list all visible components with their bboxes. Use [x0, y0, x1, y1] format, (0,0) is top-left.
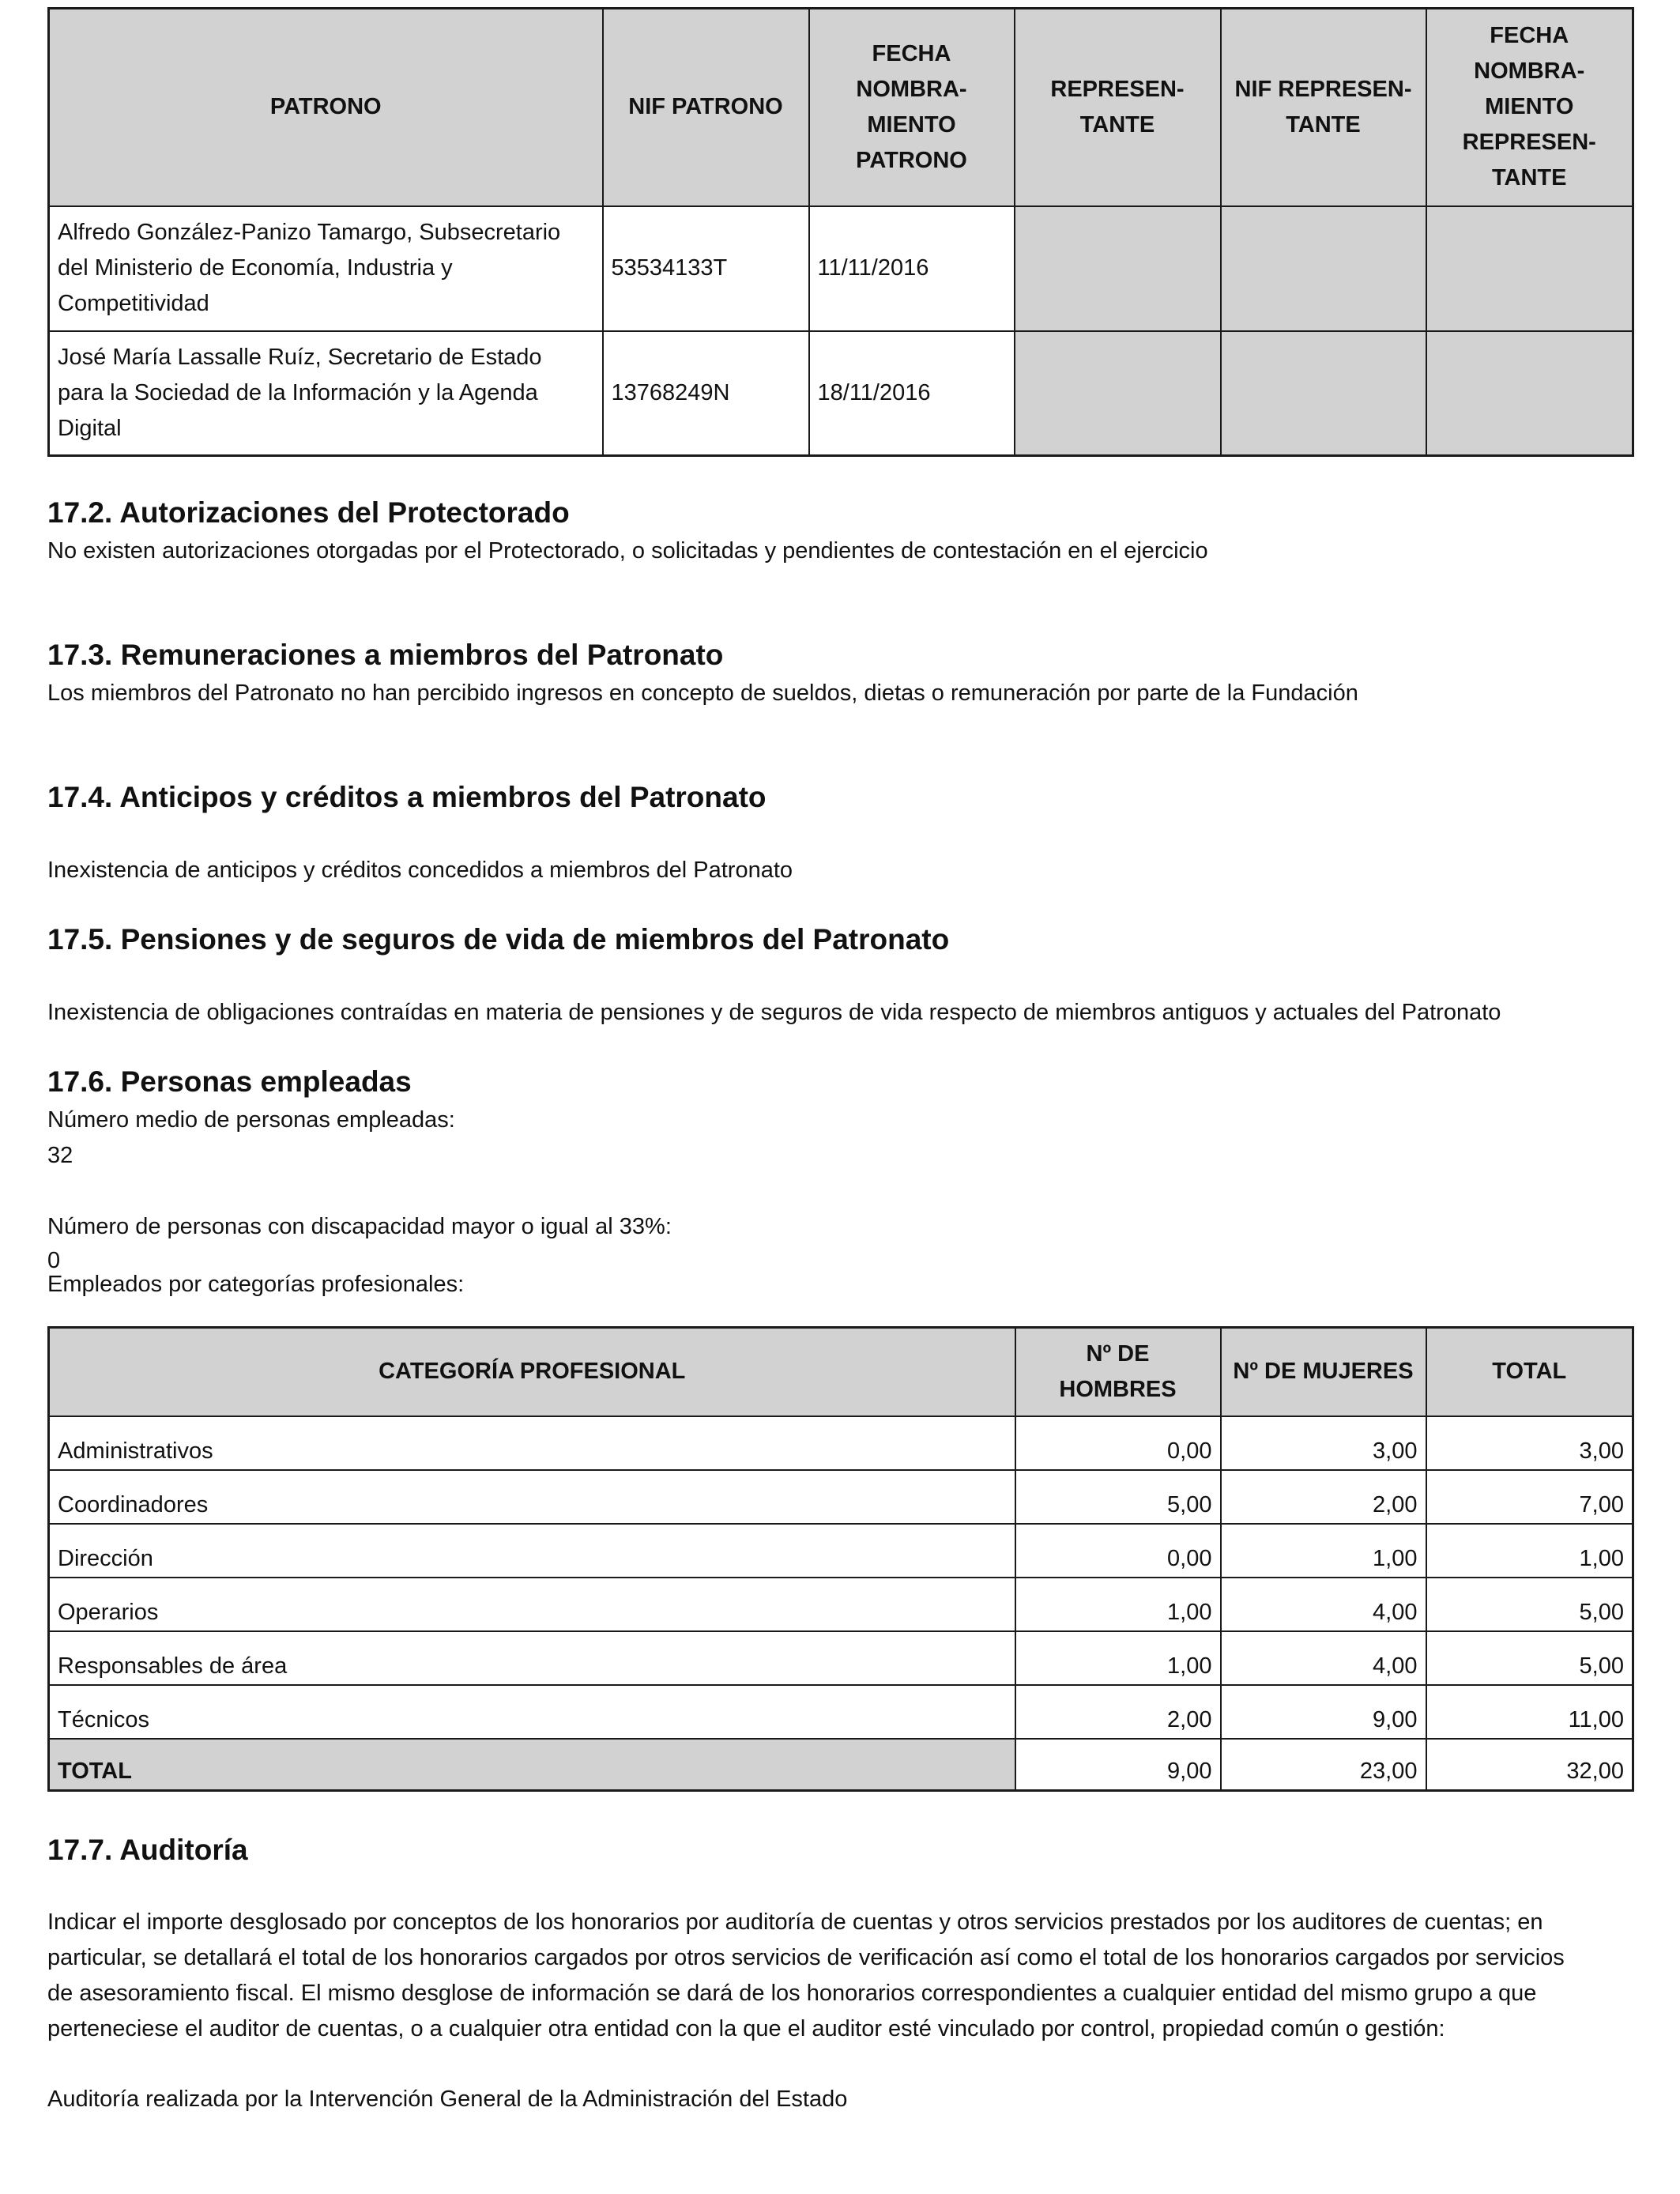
fecha-representante-cell — [1426, 331, 1633, 456]
total-hombres-cell: 9,00 — [1015, 1739, 1221, 1791]
header-hombres: Nº DE HOMBRES — [1015, 1328, 1221, 1416]
categories-label: Empleados por categorías profesionales: — [47, 1272, 465, 1297]
mujeres-cell: 2,00 — [1221, 1470, 1426, 1524]
table-row — [49, 1524, 1633, 1578]
patrono-fecha-cell: 11/11/2016 — [809, 206, 1015, 331]
table-row — [49, 1578, 1633, 1631]
header-nif-representante: NIF REPRESEN- TANTE — [1221, 9, 1426, 206]
section-title-17-7: 17.7. Auditoría — [47, 1834, 248, 1866]
section-title-17-5: 17.5. Pensiones y de seguros de vida de miembros del Patronato — [47, 923, 950, 956]
disability-label: Número de personas con discapacidad mayor o igual al 33%: — [47, 1214, 672, 1239]
section-body-17-7: Indicar el importe desglosado por conceptos de los honorarios por auditoría de cuentas y otros servicios prestados por los auditores de cuentas; en particular, se detallará el total de los honorarios cargados por otros servicios de verificación así como el total de los honorarios cargados por servicios de asesoramiento fiscal. El mismo desglose de información se dará de los honorarios correspondientes a cualquier entidad del mismo grupo a que perteneciese el auditor de cuentas, o a cualquier otra entidad con la que el auditor esté vinculado por control, propiedad común o gestión: — [47, 1909, 1565, 2041]
nif-representante-cell — [1221, 331, 1426, 456]
table-row — [49, 1470, 1633, 1524]
total-cell: 3,00 — [1426, 1416, 1633, 1470]
employees-header-row — [49, 1328, 1633, 1416]
total-label-cell: TOTAL — [49, 1739, 1015, 1791]
table-row — [49, 331, 1633, 456]
header-total: TOTAL — [1426, 1328, 1633, 1416]
table-row — [49, 1685, 1633, 1739]
mujeres-cell: 4,00 — [1221, 1631, 1426, 1685]
mujeres-cell: 3,00 — [1221, 1416, 1426, 1470]
mujeres-cell: 9,00 — [1221, 1685, 1426, 1739]
categoria-cell: Dirección — [49, 1524, 1015, 1578]
section-body-17-3: Los miembros del Patronato no han percibido ingresos en concepto de sueldos, dietas o remuneración por parte de la Fundación — [47, 680, 1358, 706]
categoria-cell: Técnicos — [49, 1685, 1015, 1739]
patronos-table — [47, 7, 1634, 457]
categoria-cell: Coordinadores — [49, 1470, 1015, 1524]
total-row — [49, 1739, 1633, 1791]
table-row — [49, 1631, 1633, 1685]
categoria-cell: Responsables de área — [49, 1631, 1015, 1685]
hombres-cell: 2,00 — [1015, 1685, 1221, 1739]
mujeres-cell: 4,00 — [1221, 1578, 1426, 1631]
total-cell: 1,00 — [1426, 1524, 1633, 1578]
header-fecha-patrono: FECHA NOMBRA- MIENTO PATRONO — [809, 9, 1015, 206]
representante-cell — [1015, 206, 1221, 331]
table-row — [49, 206, 1633, 331]
fecha-representante-cell — [1426, 206, 1633, 331]
patronos-header-row — [49, 9, 1633, 206]
patrono-nif-cell: 13768249N — [603, 331, 809, 456]
hombres-cell: 0,00 — [1015, 1416, 1221, 1470]
disability-value: 0 — [47, 1248, 61, 1273]
nif-representante-cell — [1221, 206, 1426, 331]
total-cell: 7,00 — [1426, 1470, 1633, 1524]
categoria-cell: Operarios — [49, 1578, 1015, 1631]
total-cell: 5,00 — [1426, 1578, 1633, 1631]
avg-employees-value: 32 — [47, 1143, 73, 1168]
section-title-17-2: 17.2. Autorizaciones del Protectorado — [47, 496, 570, 529]
patrono-name-cell: Alfredo González-Panizo Tamargo, Subsecretario del Ministerio de Economía, Industria y Competitividad — [49, 206, 603, 331]
header-mujeres: Nº DE MUJERES — [1221, 1328, 1426, 1416]
total-cell: 11,00 — [1426, 1685, 1633, 1739]
patrono-nif-cell: 53534133T — [603, 206, 809, 331]
table-row — [49, 1416, 1633, 1470]
hombres-cell: 0,00 — [1015, 1524, 1221, 1578]
header-fecha-representante: FECHA NOMBRA- MIENTO REPRESEN- TANTE — [1426, 9, 1633, 206]
header-categoria: CATEGORÍA PROFESIONAL — [49, 1328, 1015, 1416]
section-title-17-4: 17.4. Anticipos y créditos a miembros del Patronato — [47, 781, 767, 813]
section-title-17-3: 17.3. Remuneraciones a miembros del Patronato — [47, 639, 724, 671]
section-body-17-5: Inexistencia de obligaciones contraídas en materia de pensiones y de seguros de vida respecto de miembros antiguos y actuales del Patronato — [47, 1000, 1501, 1025]
patrono-name-cell: José María Lassalle Ruíz, Secretario de Estado para la Sociedad de la Información y la Agenda Digital — [49, 331, 603, 456]
section-body-17-2: No existen autorizaciones otorgadas por el Protectorado, o solicitadas y pendientes de contestación en el ejercicio — [47, 538, 1208, 564]
avg-employees-label: Número medio de personas empleadas: — [47, 1107, 455, 1133]
patrono-fecha-cell: 18/11/2016 — [809, 331, 1015, 456]
hombres-cell: 1,00 — [1015, 1578, 1221, 1631]
representante-cell — [1015, 331, 1221, 456]
mujeres-cell: 1,00 — [1221, 1524, 1426, 1578]
total-mujeres-cell: 23,00 — [1221, 1739, 1426, 1791]
total-cell: 5,00 — [1426, 1631, 1633, 1685]
header-representante: REPRESEN- TANTE — [1015, 9, 1221, 206]
categoria-cell: Administrativos — [49, 1416, 1015, 1470]
hombres-cell: 5,00 — [1015, 1470, 1221, 1524]
employees-table — [47, 1326, 1634, 1792]
section-title-17-6: 17.6. Personas empleadas — [47, 1065, 412, 1098]
header-patrono: PATRONO — [49, 9, 603, 206]
hombres-cell: 1,00 — [1015, 1631, 1221, 1685]
header-nif-patrono: NIF PATRONO — [603, 9, 809, 206]
total-total-cell: 32,00 — [1426, 1739, 1633, 1791]
audit-result: Auditoría realizada por la Intervención General de la Administración del Estado — [47, 2087, 848, 2112]
section-body-17-4: Inexistencia de anticipos y créditos concedidos a miembros del Patronato — [47, 858, 793, 883]
